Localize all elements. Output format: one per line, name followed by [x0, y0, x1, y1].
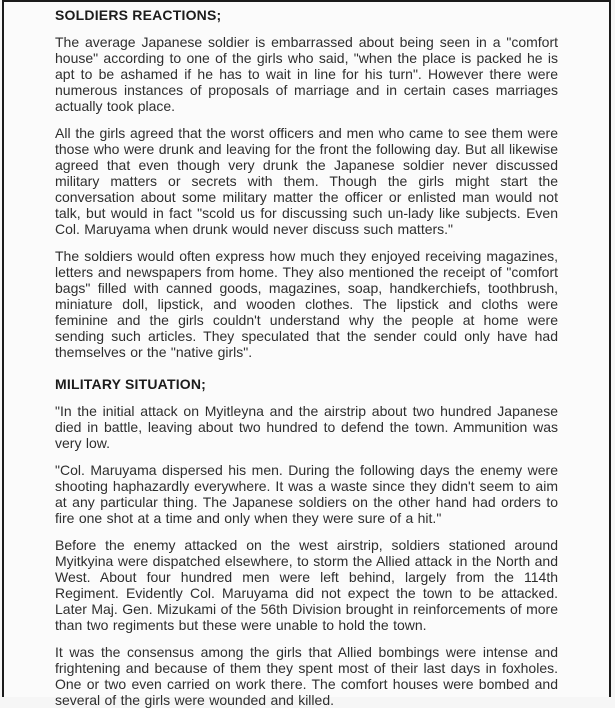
paragraph: The soldiers would often express how much they enjoyed receiving magazines, letters and newspapers from home. They also mentioned the receipt of "comfort bags" filled with canned goods, magazines, soap, handkerchiefs, toothbrush, miniature doll, lipstick, and wooden clothes. The lipstick and cloths were feminine and the girls couldn't understand why the people at home were sending such articles. They speculated that the sender could only have had themselves or the "native girls". [55, 248, 558, 360]
document-page [2, 0, 611, 708]
paragraph: Before the enemy attacked on the west airstrip, soldiers stationed around Myitkyina were dispatched elsewhere, to storm the Allied attack in the North and West. About four hundred men were left behind, largely from the 114th Regiment. Evidently Col. Maruyama did not expect the town to be attacked. Later Maj. Gen. Mizukami of the 56th Division brought in reinforcements of more than two regiments but these were unable to hold the town. [55, 537, 558, 633]
paragraph: "In the initial attack on Myitleyna and the airstrip about two hundred Japanese died in battle, leaving about two hundred to defend the town. Ammunition was very low. [55, 403, 558, 451]
paragraph: "Col. Maruyama dispersed his men. During the following days the enemy were shooting haphazardly everywhere. It was a waste since they didn't seem to aim at any particular thing. The Japanese soldiers on the other hand had orders to fire one shot at a time and only when they were sure of a hit." [55, 462, 558, 526]
section-heading: SOLDIERS REACTIONS; [55, 7, 222, 23]
paragraph: All the girls agreed that the worst officers and men who came to see them were those who were drunk and leaving for the front the following day. But all likewise agreed that even though very drunk the Japanese soldier never discussed military matters or secrets with them. Though the girls might start the conversation about some military matter the officer or enlisted man would not talk, but would in fact "scold us for discussing such un-lady like subjects. Even Col. Maruyama when drunk would never discuss such matters." [55, 125, 558, 237]
section-heading: MILITARY SITUATION; [55, 376, 207, 392]
paragraph: The average Japanese soldier is embarrassed about being seen in a "comfort house" according to one of the girls who said, "when the place is packed he is apt to be ashamed if he has to wait in line for his turn". However there were numerous instances of proposals of marriage and in certain cases marriages actually took place. [55, 34, 558, 114]
paragraph: It was the consensus among the girls that Allied bombings were intense and frightening and because of them they spent most of their last days in foxholes. One or two even carried on work there. The comfort houses were bombed and several of the girls were wounded and killed. [55, 644, 558, 708]
document-body [55, 7, 558, 708]
